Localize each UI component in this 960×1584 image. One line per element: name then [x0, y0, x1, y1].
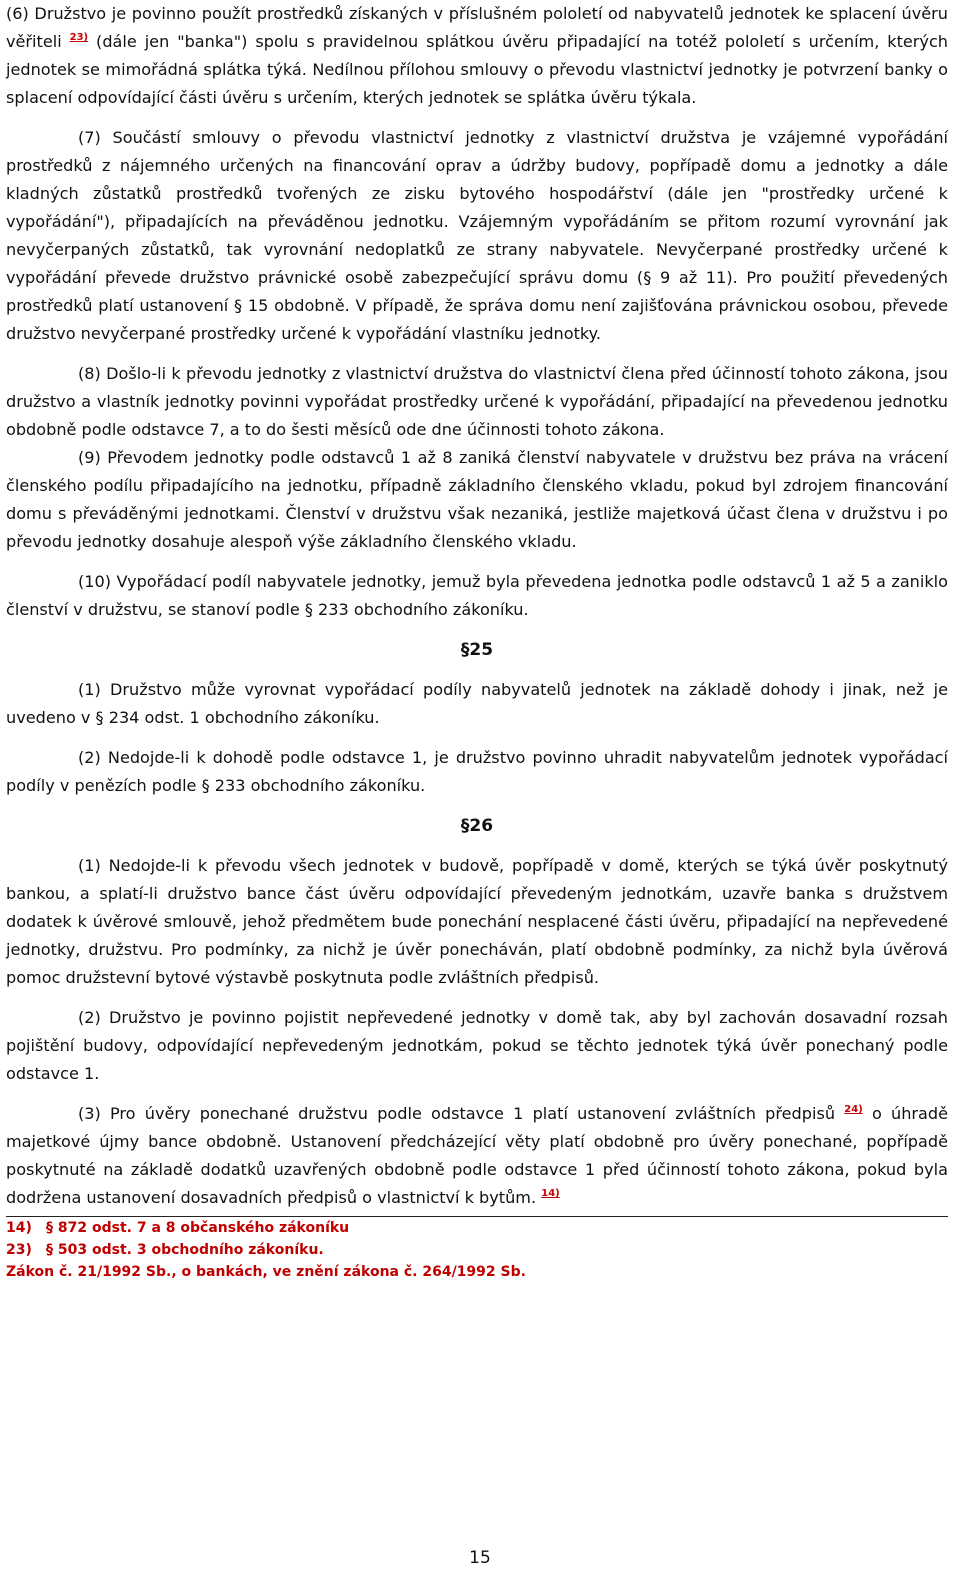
section-26-paragraph-3-text: (3) Pro úvěry ponechané družstvu podle odstavce 1 platí ustanovení zvláštních předpisů [78, 1104, 845, 1123]
section-26-paragraph-1: (1) Nedojde-li k převodu všech jednotek v budově, popřípadě v domě, kterých se týká úvěr poskytnutý bankou, a splatí-li družstvo bance část úvěru odpovídající převedeným jednotkám, uzavře banka s družstvem dodatek k úvěrové smlouvě, jehož předmětem bude ponechání nesplacené části úvěru, připadající na nepřevedené jednotky, družstvu. Pro podmínky, za nichž je úvěr ponecháván, platí obdobně podmínky, za nichž byla úvěrová pomoc družstevní bytové výstavbě poskytnuta podle zvláštních předpisů. [6, 856, 948, 987]
footnote-ref-14[interactable]: 14) [541, 1188, 560, 1199]
document-page [6, 0, 948, 1283]
section-heading-26: §26 [460, 816, 494, 836]
paragraph-10: (10) Vypořádací podíl nabyvatele jednotky, jemuž byla převedena jednotka podle odstavců 1 až 5 a zaniklo členství v družstvu, se stanoví podle § 233 obchodního zákoníku. [6, 572, 948, 619]
footnote-number: 14) [6, 1220, 32, 1236]
paragraph-6-text: (6) Družstvo je povinno použít prostředků získaných v příslušném pololetí od nabyvatelů jednotek ke splacení úvěru věřiteli [6, 4, 948, 51]
section-heading-25: §25 [460, 640, 494, 660]
paragraph-6 [6, 0, 948, 112]
section-26-paragraph-3 [6, 1100, 948, 1212]
paragraph-8: (8) Došlo-li k převodu jednotky z vlastnictví družstva do vlastnictví člena před účinností tohoto zákona, jsou družstvo a vlastník jednotky povinni vypořádat prostředky určené k vypořádání, připadající na převedenou jednotku obdobně podle odstavce 7, a to do šesti měsíců ode dne účinnosti tohoto zákona. [6, 364, 948, 439]
footnote-ref-24[interactable]: 24) [844, 1104, 863, 1115]
section-25-paragraph-1: (1) Družstvo může vyrovnat vypořádací podíly nabyvatelů jednotek na základě dohody i jinak, než je uvedeno v § 234 odst. 1 obchodního zákoníku. [6, 680, 948, 727]
paragraph-9: (9) Převodem jednotky podle odstavců 1 až 8 zaniká členství nabyvatele v družstvu bez práva na vrácení členského podílu připadajícího na jednotku, případně základního členského vkladu, pokud byl zdrojem financování domu s převáděnými jednotkami. Členství v družstvu však nezaniká, jestliže majetková účast člena v družstvu i po převodu jednotky dosahuje alespoň výše základního členského vkladu. [6, 448, 948, 551]
section-26-paragraph-3-text-cont: o úhradě majetkové újmy bance obdobně. Ustanovení předcházející věty platí obdobně pro úvěry ponechané, popřípadě poskytnuté na základě dodatků uzavřených obdobně podle odstavce 1 před účinností tohoto zákona, pokud byla dodržena ustanovení dosavadních předpisů o vlastnictví k bytům. [6, 1104, 948, 1207]
footnote-continuation: Zákon č. 21/1992 Sb., o bankách, ve znění zákona č. 264/1992 Sb. [6, 1264, 526, 1280]
section-26-paragraph-2: (2) Družstvo je povinno pojistit nepřevedené jednotky v domě tak, aby byl zachován dosavadní rozsah pojištění budovy, odpovídající nepřevedeným jednotkám, pokud se těchto jednotek týká úvěr ponechaný podle odstavce 1. [6, 1008, 948, 1083]
footnote-23 [6, 1239, 948, 1261]
footnotes [6, 1217, 948, 1283]
paragraph-6-text-cont: (dále jen "banka") spolu s pravidelnou splátkou úvěru připadající na totéž pololetí s určením, kterých jednotek se mimořádná splátka týká. Nedílnou přílohou smlouvy o převodu vlastnictví jednotky je potvrzení banky o splacení odpovídající části úvěru s určením, kterých jednotek se splátka úvěru týkala. [6, 32, 948, 107]
footnote-text: § 872 odst. 7 a 8 občanského zákoníku [46, 1220, 350, 1236]
paragraph-7: (7) Součástí smlouvy o převodu vlastnictví jednotky z vlastnictví družstva je vzájemné vypořádání prostředků z nájemného určených na financování oprav a údržby budovy, popřípadě domu a jednotky a dále kladných zůstatků prostředků tvořených ze zisku bytového hospodářství (dále jen "prostředky určené k vypořádání"), připadajících na převáděnou jednotku. Vzájemným vypořádáním se přitom rozumí vyrovnání jak nevyčerpaných zůstatků, tak vyrovnání nedoplatků ze strany nabyvatele. Nevyčerpané prostředky určené k vypořádání převede družstvo právnické osobě zabezpečující správu domu (§ 9 až 11). Pro použití převedených prostředků platí ustanovení § 15 obdobně. V případě, že správa domu není zajišťována právnickou osobou, převede družstvo nevyčerpané prostředky určené k vypořádání vlastníku jednotky. [6, 128, 948, 343]
section-25-paragraph-2: (2) Nedojde-li k dohodě podle odstavce 1, je družstvo povinno uhradit nabyvatelům jednotek vypořádací podíly v penězích podle § 233 obchodního zákoníku. [6, 748, 948, 795]
footnote-ref-23[interactable]: 23) [69, 32, 89, 43]
footnote-14 [6, 1217, 948, 1239]
page-number: 15 [469, 1548, 491, 1568]
footnote-number: 23) [6, 1242, 32, 1258]
footnote-text: § 503 odst. 3 obchodního zákoníku. [46, 1242, 324, 1258]
